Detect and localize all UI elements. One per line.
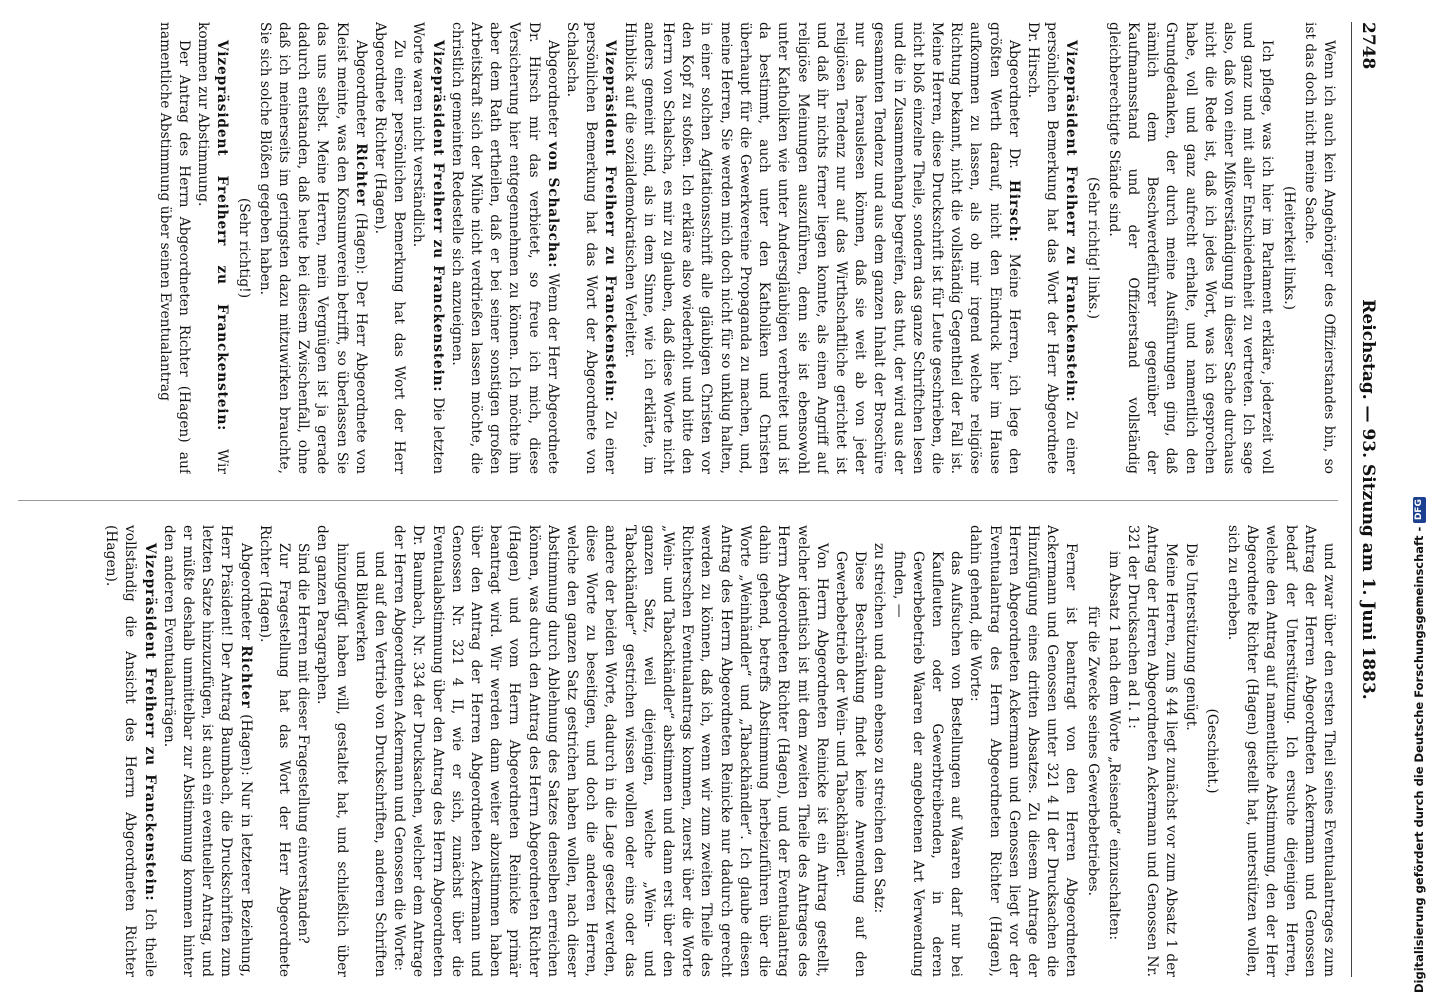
speaker-name: Vizepräsident Freiherr zu Franckenstein:: [1063, 40, 1080, 403]
paragraph: Ferner ist beantragt von den Herren Abgeordneten Ackermann und Genossen unter 321 4 II der Drucksachen die Hinzufügung eines dritten Absatzes. Zu diesem Antrage der Herren Abgeordneten Ackermann und Genossen liegt vor der Eventualantrag des Herrn Abgeordneten Richter (Hagen), dahin gehend, die Worte:: [967, 525, 1080, 977]
paragraph: und zwar über den ersten Theil seines Eventualantrages zum Antrag der Herren Abgeordneten Ackermann und Genossen bedarf der Unterstützung. Ich ersuche diejenigen Herren, welche den Antrag auf namentliche Abstimmung, den der Herr Abgeordnete Richter (Hagen) gestellt hat, unterstützen wollen, sich zu erheben.: [1224, 525, 1337, 977]
paragraph: Meine Herren, zum § 44 liegt zunächst vor zum Absatz 1 der Antrag der Herren Abgeordneten Ackermann und Genossen Nr. 321 der Drucksachen ad I. 1:: [1124, 525, 1180, 977]
speech-paragraph: [1023, 22, 1081, 474]
digitization-credit: [1408, 8, 1430, 993]
speech-text: Meine Herren, ich lege den größten Werth darauf, nicht den Eindruck hier im Hause aufkommen zu lassen, als ob mir irgend welche religiöse Richtung bekannt, nicht die vollständig Gegentheil der Fall ist. Meine Herren, diese Druckschrift ist für Leute geschrieben, die nicht bloß einzelne Theile, sondern das ganze Schriftchen lesen und die in Zusammenhang begreifen, das thut, der wird aus der gesammten Tendenz und aus dem ganzen Inhalt der Broschüre nur das herauslesen können, daß sie weit ab von jeder religiösen Tendenz nur auf das Wirthschaftliche gerichtet ist und daß ihr nichts ferner liegen konnte, als einen Angriff auf religiöse Meinungen auszuführen, denn sie ist ebensowohl unter Katholiken wie unter Andersgläubigen verbreitet und ist da bestimmt, auch unter den Katholiken und Christen überhaupt für die Gewerkvereine Propaganda zu machen, und, meine Herren, Sie werden mich doch nicht für so unklug halten, in einer solchen Agitationsschrift alle gläubigen Christen vor den Kopf zu stoßen. Ich erkläre also wiederholt und bitte den Herrn von Schalscha, es mir zu glauben, daß diese Worte nicht anders gemeint sind, als in dem Sinne, wie ich erklärte, im Hinblick auf die sozialdemokratischen Verleiter.: [621, 22, 1022, 474]
speech-paragraph: [101, 525, 159, 977]
speech-paragraph: [619, 22, 1022, 474]
speech-text: (Hagen): Nur in letzterer Beziehung, Herr Präsident! Der Antrag Baumbach, die Druckschriften zum letzten Satze hinzuzufügen, ist auch ein eventueller Antrag, und er müßte deshalb unmittelbar zur Abstimmung kommen hinter den anderen Eventualanträgen.: [160, 525, 254, 977]
paragraph: Wenn ich auch kein Angehöriger des Offizierstandes bin, so ist das doch nicht meine Sache.: [1301, 22, 1337, 474]
interjection: (Geschieht.): [1203, 708, 1220, 794]
interjection: (Sehr richtig!): [235, 197, 252, 299]
paragraph: Der Antrag des Herrn Abgeordneten Richter (Hagen) auf namentliche Abstimmung über seinen Eventualantrag: [156, 22, 193, 474]
page-number: 2748: [1358, 22, 1378, 70]
paragraph: hinzugefügt haben will, gestaltet hat, und schließlich über den ganzen Paragraphen.: [314, 525, 350, 977]
quoted-motion: das Aufsuchen von Bestellungen auf Waaren darf nur bei Kaufleuten oder Gewerbtreibenden, in deren Gewerbebetrieb Waaren der angebotenen Art Verwendung finden, —: [890, 551, 965, 977]
speech-paragraph: [159, 525, 255, 977]
speech-text: Die letzten Worte waren nicht verständlich.: [410, 22, 446, 474]
speech-paragraph: [447, 22, 562, 474]
speaker-title: Abgeordneter: [544, 40, 561, 142]
speaker-name: Hirsch:: [1005, 180, 1022, 243]
speaker-name: Vizepräsident Freiherr zu Franckenstein:: [602, 40, 619, 403]
paragraph: Zur Fragestellung hat das Wort der Herr Abgeordnete Richter (Hagen).: [256, 525, 293, 977]
speech-text: Wenn der Herr Abgeordnete Dr. Hirsch mir das verbietet, so freue ich mich, diese Versicherung hier entgegennehmen zu können. Ich möchte ihn aber dem Rath ertheilen, daß er bei seiner sonstigen großen Arbeitskraft sich der Mühe nicht verdrießen lassen möchte, die christlich gemeinten Redestelle sich anzueignen.: [448, 22, 561, 474]
credit-text: Digitalisierung gefördert durch die Deutsche Forschungsgemeinschaft -: [1412, 526, 1426, 993]
paragraph: Ich pflege, was ich hier im Parlament erkläre, jederzeit voll und ganz und mit aller Entschiedenheit zu vertreten. Ich sage also, daß von einer Mißverständigung in dieser Sache durchaus nicht die Rede ist, daß ich jedes Wort, was ich gesprochen habe, voll und ganz aufrecht erhalte, und namentlich den Grundgedanken, der durch meine Ausführungen ging, daß nämlich dem Beschwerdeführer gegenüber der Kaufmannsstand und der Offizierstand vollständig gleichberechtigte Stände sind.: [1105, 22, 1276, 474]
interjection: (Sehr richtig! links.): [1084, 176, 1101, 320]
speech-text: Zu einer persönlichen Bemerkung hat das Wort der Abgeordnete von Schalscha.: [564, 22, 619, 474]
speaker-title: Abgeordneter: [352, 40, 369, 144]
page-header: [1356, 22, 1378, 977]
speaker-name: Vizepräsident Freiherr zu Franckenstein:: [214, 40, 231, 432]
quoted-motion: Diese Beschränkung findet keine Anwendung auf den Gewerbebetrieb der Wein- und Tabackhändler.: [832, 551, 869, 977]
speech-text: Zu einer persönlichen Bemerkung hat das Wort der Herr Abgeordnete Dr. Hirsch.: [1024, 22, 1080, 474]
paragraph: Von Herrn Abgeordneten Reinicke ist ein Antrag gestellt, welcher identisch ist mit dem zweiten Theile des Antrages des Herrn Abgeordneten Richter (Hagen), und der Eventualantrag dahin gehend, betreffs Abstimmung herbeizuführen über die Worte „Weinhändler“ und „Tabackhändler“. Ich glaube diesen Antrag des Herrn Abgeordneten Reinicke nur dadurch gerecht werden zu können, daß ich, wenn wir zum zweiten Theile des Richterschen Eventualantrags kommen, zuerst über die Worte „Wein- und Tabackhändler“ abstimmen und dann erst über den ganzen Satz, weil diejenigen, welche „Wein- und Tabackhändler“ gestrichen wissen wollen oder eins oder das andere der beiden Worte, dadurch in die Lage gesetzt werden, diese Worte zu beseitigen, und doch die anderen Herren, welche den ganzen Satz gestrichen haben wollen, nach dieser Abstimmung durch Ablehnung des Satzes denselben erreichen können, was durch den Antrag des Herrn Abgeordneten Richter (Hagen) und vom Herrn Abgeordneten Reinicke primär beantragt wird. Wir werden dann weiter abzustimmen haben über den Antrag der Herren Abgeordneten Ackermann und Genossen Nr. 321 4 II, wie er sich, zunächst über die Eventualabstimmung über den Antrag des Herrn Abgeordneten Dr. Baumbach, Nr. 334 der Drucksachen, welcher dem Antrage der Herren Abgeordneten Ackermann und Genossen die Worte:: [391, 525, 830, 977]
paragraph: zu streichen und dann ebenso zu streichen den Satz:: [871, 543, 888, 914]
quoted-motion: und auf den Vertrieb von Druckschriften, anderen Schriften und Bildwerken: [352, 551, 389, 977]
speaker-title: Abgeordneter Dr.: [1005, 40, 1022, 180]
left-column: [18, 22, 1338, 474]
quoted-motion: für die Zwecke seines Gewerbebetriebes.: [1084, 605, 1101, 897]
speech-paragraph: [193, 22, 231, 474]
interjection: (Heiterkeit links.): [1280, 185, 1297, 311]
speech-paragraph: [408, 22, 446, 474]
speech-paragraph: [562, 22, 620, 474]
column-divider: [18, 500, 1338, 501]
paragraph: Die Unterstützung genügt.: [1182, 543, 1199, 731]
paragraph: Zu einer persönlichen Bemerkung hat das Wort der Herr Abgeordnete Richter (Hagen).: [372, 22, 408, 474]
speaker-name: Richter: [352, 143, 369, 207]
speech-text: (Hagen): Der Herr Abgeordnete von Kleist meinte, was den Konsumverein betrifft, so überlassen Sie das uns selbst. Meine Herren, mein Vergnügen ist ja gerade dadurch entstanden, daß heute bei diesem Zwischenfall, ohne daß ich meinerseits im geringsten dazu mitzuwirken brauchte, Sie sich solche Blößen gegeben haben.: [256, 22, 369, 474]
speaker-name: Richter: [237, 645, 254, 709]
dfg-logo: DFG: [1413, 497, 1426, 523]
speech-text: Ich theile vollständig die Ansicht des Herrn Abgeordneten Richter (Hagen).: [103, 525, 158, 977]
speaker-name: von Schalscha:: [544, 141, 561, 269]
running-title: Reichstag. — 93. Sitzung am 1. Juni 1883.: [1358, 299, 1378, 700]
speech-paragraph: [255, 22, 370, 474]
right-column: [18, 525, 1338, 977]
paragraph: Sind die Herren mit dieser Fragestellung einverstanden?: [295, 543, 312, 944]
speaker-name: Vizepräsident Freiherr zu Franckenstein:: [141, 543, 158, 902]
header-rule: [1351, 22, 1352, 977]
speaker-name: Vizepräsident Freiherr zu Franckenstein:: [429, 40, 446, 393]
speech-text: Wir kommen zur Abstimmung.: [195, 22, 231, 474]
speaker-title: Abgeordneter: [237, 543, 254, 646]
quoted-motion: im Absatz 1 nach dem Worte „Reisende“ einzuschalten:: [1105, 551, 1122, 941]
